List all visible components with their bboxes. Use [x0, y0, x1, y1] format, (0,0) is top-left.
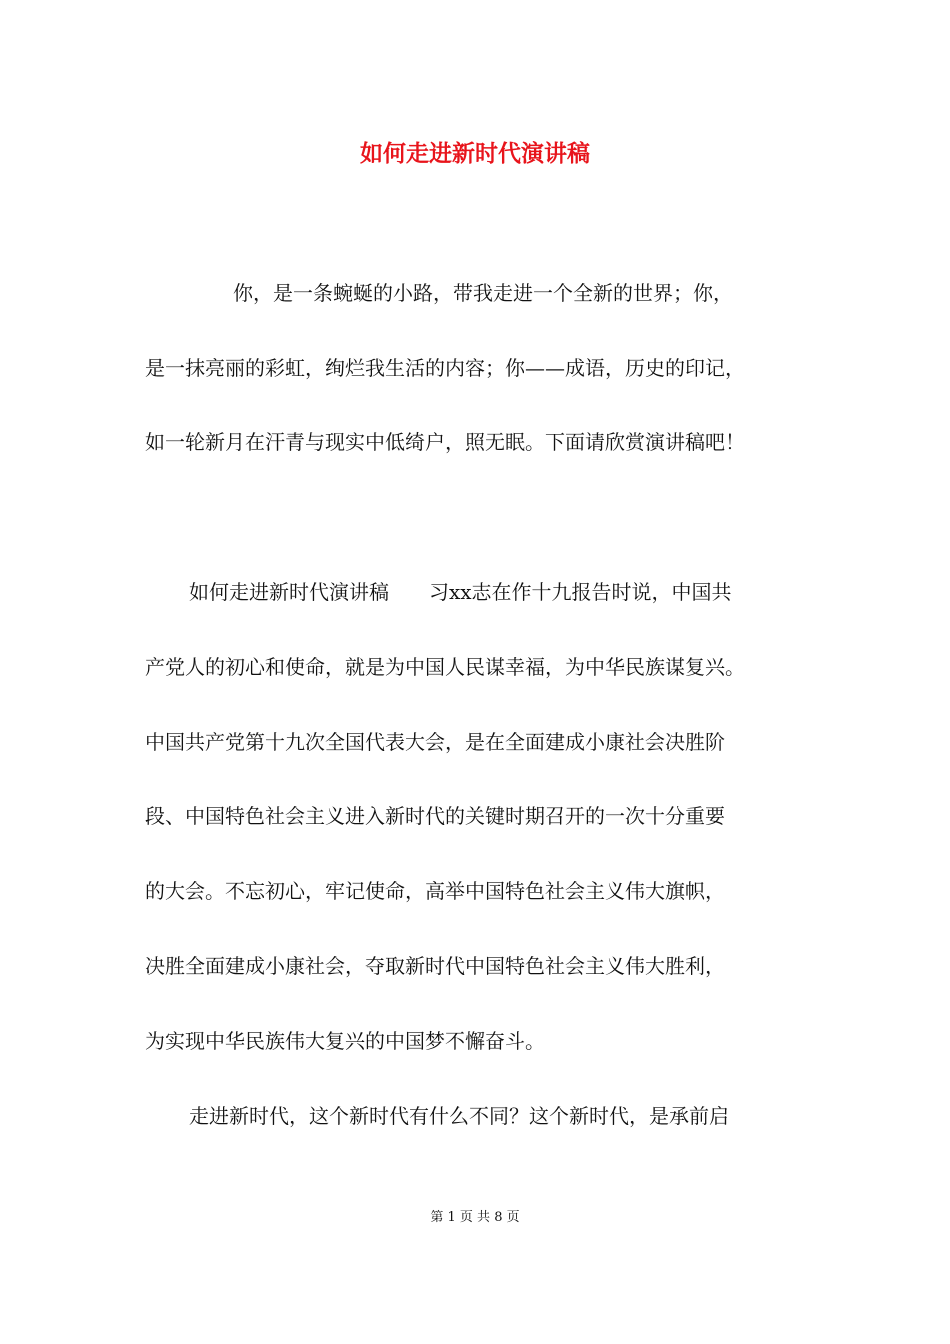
page-footer: 第 1 页 共 8 页 [430, 1210, 520, 1225]
body-line-8: 走进新时代，这个新时代有什么不同？这个新时代，是承前启 [189, 1104, 729, 1128]
body-line-3: 中国共产党第十九次全国代表大会，是在全面建成小康社会决胜阶 [145, 730, 725, 754]
document-title: 如何走进新时代演讲稿 [360, 140, 590, 167]
body-line-4: 段、中国特色社会主义进入新时代的关键时期召开的一次十分重要 [145, 804, 725, 828]
body-line-2: 产党人的初心和使命，就是为中国人民谋幸福，为中华民族谋复兴。 [145, 655, 745, 679]
body-line-6: 决胜全面建成小康社会，夺取新时代中国特色社会主义伟大胜利， [145, 954, 725, 978]
body-line-5: 的大会。不忘初心，牢记使命，高举中国特色社会主义伟大旗帜， [145, 879, 725, 903]
body-line-7: 为实现中华民族伟大复兴的中国梦不懈奋斗。 [145, 1029, 545, 1053]
body-line-1: 如何走进新时代演讲稿 习xx志在作十九报告时说，中国共 [189, 580, 732, 604]
intro-line-2: 是一抹亮丽的彩虹，绚烂我生活的内容；你——成语，历史的印记， [145, 356, 745, 380]
intro-line-3: 如一轮新月在汗青与现实中低绮户，照无眠。下面请欣赏演讲稿吧！ [145, 430, 745, 454]
intro-line-1: 你，是一条蜿蜒的小路，带我走进一个全新的世界；你， [233, 281, 733, 305]
